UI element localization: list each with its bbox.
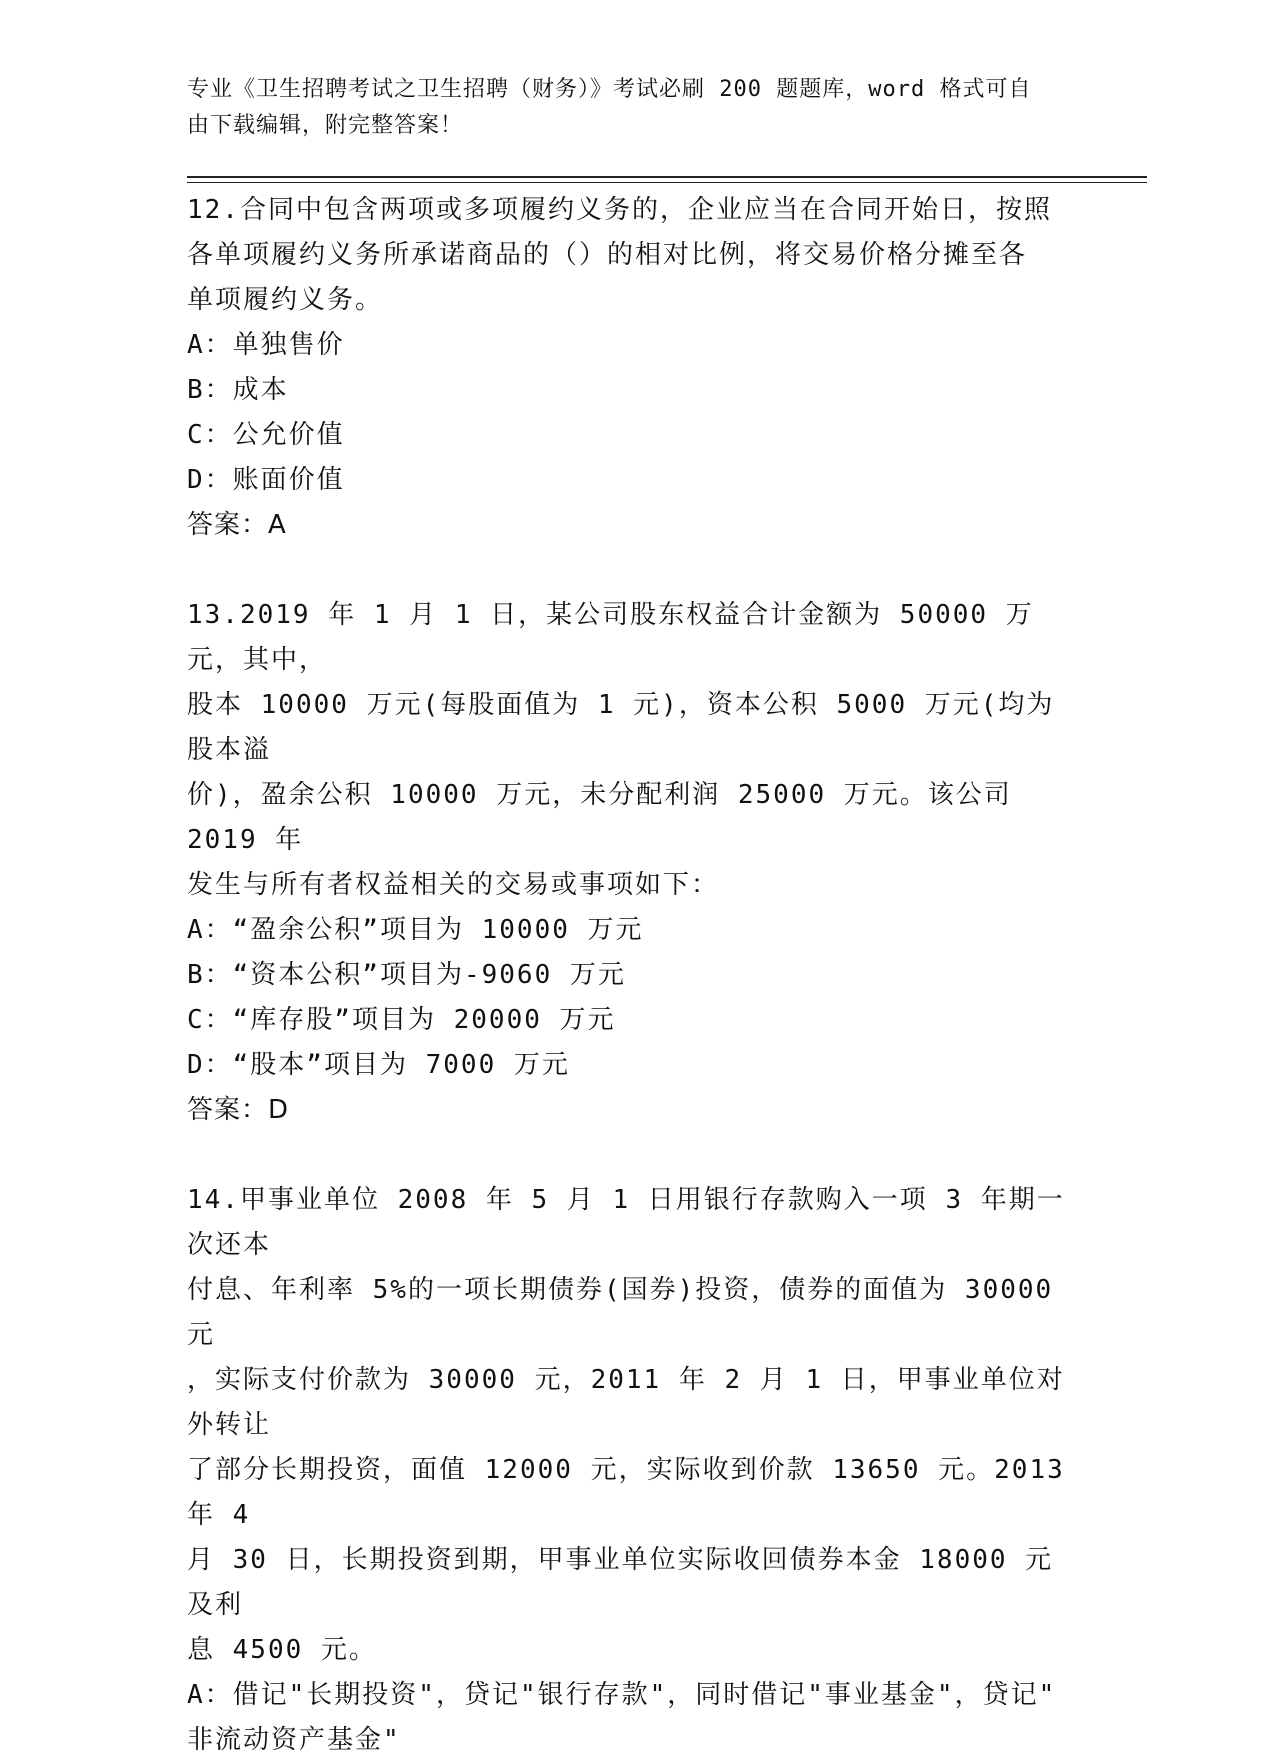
question-stem-line: 股本 10000 万元(每股面值为 1 元)，资本公积 5000 万元(均为股本溢 <box>187 690 1055 765</box>
question-list <box>187 188 1067 1763</box>
option-a-continued: 非流动资产基金" <box>187 1725 401 1755</box>
option-a: A：“盈余公积”项目为 10000 万元 <box>187 915 644 945</box>
question-stem-line: 14.甲事业单位 2008 年 5 月 1 日用银行存款购入一项 3 年期一次还本 <box>187 1185 1065 1260</box>
question-stem-line: 各单项履约义务所承诺商品的（）的相对比例，将交易价格分摊至各 <box>187 240 1028 270</box>
question-stem-line: 发生与所有者权益相关的交易或事项如下： <box>187 870 720 900</box>
question-stem-line: 了部分长期投资，面值 12000 元，实际收到价款 13650 元。2013 年 4 <box>187 1455 1065 1530</box>
question-stem-line: 付息、年利率 5%的一项长期债券(国券)投资，债券的面值为 30000 元 <box>187 1275 1054 1350</box>
document-header <box>187 72 1067 144</box>
question-stem-line: ，实际支付价款为 30000 元，2011 年 2 月 1 日，甲事业单位对外转让 <box>187 1365 1065 1440</box>
option-d: D：账面价值 <box>187 465 345 495</box>
question-13 <box>187 593 1067 1133</box>
answer-line: 答案：A <box>187 510 287 540</box>
header-rule-thin <box>187 182 1147 183</box>
option-b: B：成本 <box>187 375 289 405</box>
question-stem-line: 月 30 日，长期投资到期，甲事业单位实际收回债券本金 18000 元及利 <box>187 1545 1054 1620</box>
header-line: 专业《卫生招聘考试之卫生招聘（财务）》考试必刷 200 题题库，word 格式可自 <box>187 77 1032 102</box>
question-gap <box>187 548 1067 593</box>
question-gap <box>187 1133 1067 1178</box>
option-b: B：“资本公积”项目为-9060 万元 <box>187 960 626 990</box>
answer-line: 答案：D <box>187 1095 290 1125</box>
question-14 <box>187 1178 1067 1763</box>
option-c: C：公允价值 <box>187 420 345 450</box>
option-a: A：单独售价 <box>187 330 345 360</box>
question-stem-line: 单项履约义务。 <box>187 285 384 315</box>
option-d: D：“股本”项目为 7000 万元 <box>187 1050 570 1080</box>
option-c: C：“库存股”项目为 20000 万元 <box>187 1005 616 1035</box>
question-stem-line: 息 4500 元。 <box>187 1635 377 1665</box>
question-stem-line: 12.合同中包含两项或多项履约义务的，企业应当在合同开始日，按照 <box>187 195 1052 225</box>
header-rule <box>187 176 1147 178</box>
question-stem-line: 13.2019 年 1 月 1 日，某公司股东权益合计金额为 50000 万元，其中， <box>187 600 1034 675</box>
question-stem-line: 价)，盈余公积 10000 万元，未分配利润 25000 万元。该公司 2019 年 <box>187 780 1012 855</box>
header-line: 由下载编辑，附完整答案！ <box>187 113 464 138</box>
question-12 <box>187 188 1067 548</box>
option-a: A：借记"长期投资"，贷记"银行存款"，同时借记"事业基金"，贷记" <box>187 1680 1057 1710</box>
